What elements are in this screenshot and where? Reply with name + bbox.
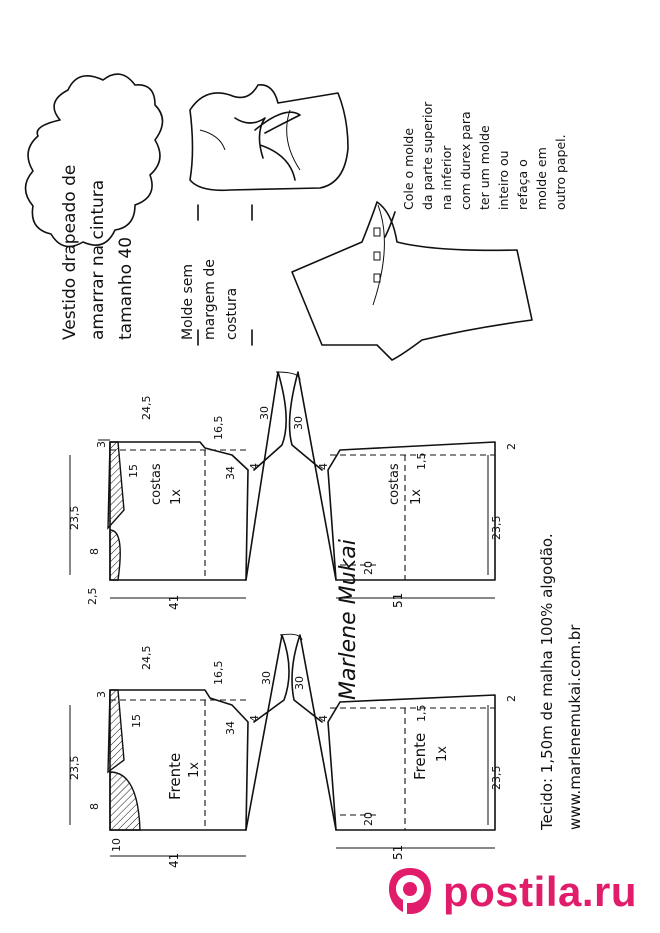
seam-note-line-2: margem de: [202, 259, 218, 340]
back-lower-m-15: 1,5: [415, 452, 428, 470]
watermark: [383, 862, 660, 924]
watermark-logo-icon: [383, 864, 437, 918]
back-upper-m-30: 30: [258, 406, 271, 420]
back-upper-piece: [68, 396, 261, 611]
front-lower-m-20: 20: [362, 812, 375, 826]
back-lower-m-2: 2: [505, 443, 518, 450]
back-upper-m-side: 23,5: [68, 505, 81, 530]
front-upper-m-4: 4: [248, 715, 261, 722]
seam-note-line-3: costura: [224, 287, 240, 340]
front-upper-m-8: 8: [88, 803, 101, 810]
front-upper-m-41: 41: [167, 852, 181, 868]
front-lower-m-30: 30: [293, 676, 306, 690]
front-lower-m-4: 4: [317, 715, 330, 722]
glue-note-line-7: refaça o: [515, 159, 530, 210]
glue-note-line-6: inteiro ou: [496, 150, 511, 210]
back-upper-m-25: 2,5: [86, 587, 99, 605]
back-upper-label: costas: [149, 463, 164, 505]
back-upper-m-3: 3: [95, 441, 108, 448]
glue-note: [385, 101, 568, 237]
back-upper-qty: 1x: [169, 489, 184, 505]
glue-note-line-9: outro papel.: [553, 134, 568, 210]
seam-note-line-1: Molde sem: [180, 263, 196, 340]
back-upper-m-8: 8: [88, 548, 101, 555]
watermark-text: postila.ru: [443, 868, 638, 915]
back-upper-m-shoulder: 16,5: [212, 415, 225, 440]
front-lower-qty: 1x: [435, 746, 450, 762]
glue-note-line-5: ter um molde: [477, 125, 492, 210]
title-line-3: tamanho 40: [116, 236, 136, 340]
glue-note-line-8: molde em: [534, 147, 549, 210]
back-upper-m-41: 41: [167, 594, 181, 610]
front-drape-panels: [246, 634, 336, 830]
front-upper-m-side: 23,5: [68, 755, 81, 780]
title-line-1: Vestido drapeado de: [60, 164, 80, 340]
front-lower-m-15: 1,5: [415, 704, 428, 722]
glue-note-line-3: na inferior: [439, 145, 454, 210]
front-lower-piece: [317, 695, 518, 860]
back-lower-m-51: 51: [391, 592, 405, 608]
front-upper-m-shoulder: 16,5: [212, 660, 225, 685]
back-lower-label: costas: [387, 463, 402, 505]
back-upper-m-top: 24,5: [140, 395, 153, 420]
back-lower-qty: 1x: [409, 489, 424, 505]
front-lower-m-side: 23,5: [490, 765, 503, 790]
back-upper-m-4: 4: [248, 463, 261, 470]
title-cloud: [26, 74, 163, 340]
front-upper-m-15: 15: [130, 714, 143, 728]
glue-note-line-1: Cole o molde: [401, 127, 416, 210]
glue-note-line-2: da parte superior: [420, 101, 435, 210]
front-upper-m-top: 24,5: [140, 645, 153, 670]
front-lower-m-2: 2: [505, 695, 518, 702]
seam-note: [180, 205, 252, 345]
glue-note-line-4: com durex para: [458, 111, 473, 210]
dress-sketch: [190, 85, 348, 190]
front-upper-m-3: 3: [95, 691, 108, 698]
back-lower-m-20: 20: [362, 561, 375, 575]
back-lower-m-side: 23,5: [490, 515, 503, 540]
signature: [336, 539, 361, 700]
fabric-line-2: www.marlenemukai.com.br: [566, 624, 584, 830]
fabric-note: [538, 533, 584, 831]
back-upper-m-34: 34: [224, 466, 237, 480]
front-lower-m-51: 51: [391, 844, 405, 860]
fabric-line-1: Tecido: 1,50m de malha 100% algodão.: [538, 533, 556, 830]
front-upper-m-34: 34: [224, 721, 237, 735]
back-upper-m-15: 15: [127, 464, 140, 478]
signature-text: Marlene Mukai: [336, 539, 361, 700]
front-upper-m-10: 10: [110, 838, 123, 852]
back-drape-panels: [246, 372, 336, 580]
back-lower-m-30: 30: [292, 416, 305, 430]
glue-diagram: [292, 202, 532, 360]
front-upper-m-30: 30: [260, 671, 273, 685]
back-lower-m-4: 4: [317, 463, 330, 470]
title-line-2: amarrar na cintura: [88, 179, 108, 340]
front-upper-piece: [68, 646, 261, 869]
front-upper-label: Frente: [166, 752, 184, 800]
front-lower-label: Frente: [411, 732, 429, 780]
front-upper-qty: 1x: [187, 762, 202, 778]
